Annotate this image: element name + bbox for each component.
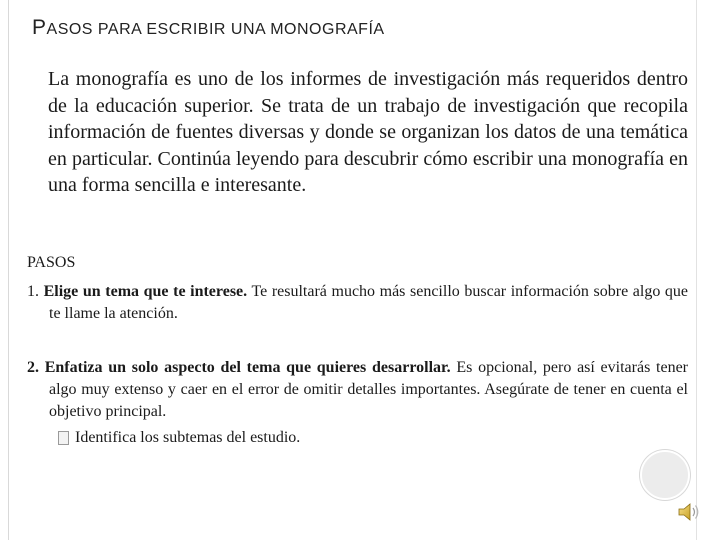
subpoint-text: Identifica los subtemas del estudio.	[75, 429, 301, 446]
right-frame-line	[696, 0, 697, 540]
step-1-body: Te resultará mucho más sencillo buscar información sobre algo que te llame la atención.	[49, 283, 689, 322]
bullet-box-icon	[58, 431, 69, 445]
step-2-text	[27, 357, 688, 423]
step-2-title: Enfatiza un solo aspecto del tema que quieres desarrollar.	[44, 359, 451, 376]
step-1-title: Elige un tema que te interese.	[43, 283, 248, 300]
intro-paragraph: La monografía es uno de los informes de investigación más requeridos dentro de la educación superior. Se trata de un trabajo de investigación que recopila información de fuentes diversas y donde se organizan los datos de una temática en particular. Continúa leyendo para descubrir cómo escribir una monografía en una forma sencilla e interesante.	[48, 68, 688, 196]
step-1	[27, 281, 688, 325]
steps-heading: PASOS	[27, 254, 76, 271]
circle-decoration	[640, 450, 690, 500]
slide-title: PASOS PARA ESCRIBIR UNA MONOGRAFÍA	[32, 16, 385, 39]
step-1-number: 1.	[27, 283, 39, 300]
subpoint-item	[58, 427, 300, 449]
step-2-body: Es opcional, pero así evitarás tener algo muy extenso y caer en el error de omitir detalles importantes. Asegúrate de tener en cuenta el objetivo principal.	[49, 359, 689, 420]
speaker-icon[interactable]	[676, 500, 702, 524]
step-2	[27, 357, 688, 423]
step-2-number: 2.	[27, 359, 39, 376]
left-frame-line	[8, 0, 9, 540]
step-1-text	[27, 281, 688, 325]
